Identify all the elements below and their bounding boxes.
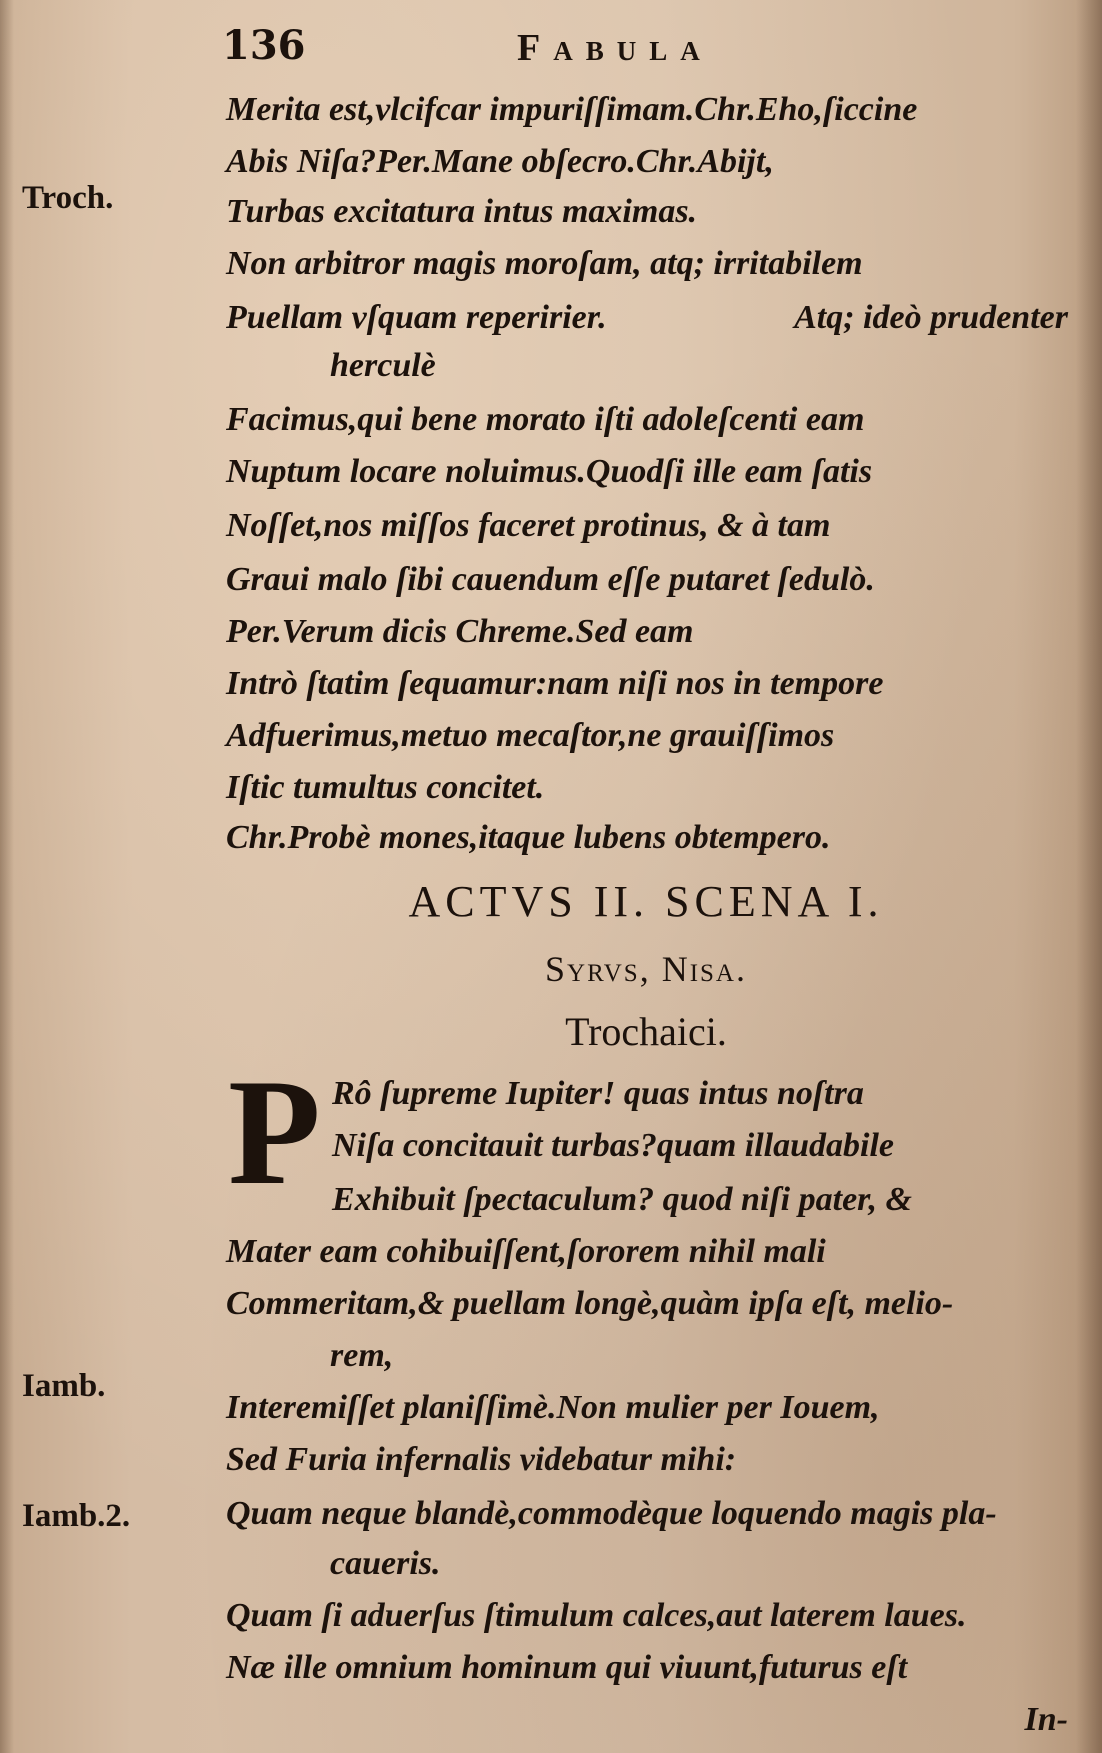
text-line: Abis Niſa?Per.Mane obſecro.Chr.Abijt, (226, 143, 774, 180)
text-line: Facimus,qui bene morato iſti adoleſcenti eam (226, 401, 865, 438)
margin-note-iamb-2: Iamb.2. (22, 1498, 131, 1534)
scene-line: Quam neque blandè,commodèque loquendo magis pla- (226, 1495, 997, 1532)
scene-line: Mater eam cohibuiſſent,ſororem nihil mali (226, 1233, 826, 1270)
scene-line: Niſa concitauit turbas?quam illaudabile (332, 1127, 895, 1164)
text-line: Adfuerimus,metuo mecaſtor,ne grauiſſimos (226, 717, 835, 754)
scene-line-continuation: rem, (330, 1337, 394, 1374)
text-line-half: Atq; ideò prudenter (794, 299, 1068, 336)
page-spine-shadow (1076, 0, 1102, 1753)
text-line: Noſſet,nos miſſos faceret protinus, & à tam (226, 507, 831, 544)
scene-line: Commeritam,& puellam longè,quàm ipſa eſt, melio- (226, 1285, 954, 1322)
text-line: Graui malo ſibi cauendum eſſe putaret ſedulò. (226, 561, 875, 598)
scene-line: Næ ille omnium hominum qui viuunt,futurus eſt (226, 1649, 908, 1686)
margin-note-troch: Troch. (22, 180, 114, 216)
text-line: Per.Verum dicis Chreme.Sed eam (226, 613, 694, 650)
page-number: 136 (222, 22, 306, 69)
drop-cap: P (228, 1048, 321, 1216)
text-line: Puellam vſquam reperirier. (226, 299, 607, 336)
text-line: Turbas excitatura intus maximas. (226, 193, 698, 230)
scene-line: Sed Furia infernalis videbatur mihi: (226, 1441, 737, 1478)
margin-note-iamb: Iamb. (22, 1368, 106, 1404)
text-line: Chr.Probè mones,itaque lubens obtempero. (226, 819, 831, 856)
act-heading: ACTVS II. SCENA I. (408, 877, 884, 926)
catchword: In- (1024, 1701, 1068, 1738)
text-line: Intrò ſtatim ſequamur:nam niſi nos in tempore (226, 665, 884, 702)
scene-line: Exhibuit ſpectaculum? quod niſi pater, & (332, 1181, 912, 1218)
text-line: Non arbitror magis moroſam, atq; irritabilem (226, 245, 863, 282)
scene-line-continuation: caueris. (330, 1545, 441, 1582)
scene-line: Quam ſi aduerſus ſtimulum calces,aut laterem laues. (226, 1597, 967, 1634)
page-header (222, 22, 822, 72)
text-line: Nuptum locare noluimus.Quodſi ille eam ſatis (226, 453, 873, 490)
scene-line: Rô ſupreme Iupiter! quas intus noſtra (332, 1075, 864, 1112)
text-line: Merita est,vlcifcar impuriſſimam.Chr.Eho,ſiccine (226, 91, 918, 128)
meter-label: Trochaici. (565, 1009, 727, 1054)
scene-speakers: Syrvs, Nisa. (545, 949, 747, 989)
text-line-continuation: herculè (330, 347, 436, 384)
text-line: Iſtic tumultus concitet. (226, 769, 545, 806)
page-left-edge (0, 0, 14, 1753)
running-head: Fabula (517, 27, 713, 69)
scene-line: Interemiſſet planiſſimè.Non mulier per Iouem, (226, 1389, 880, 1426)
